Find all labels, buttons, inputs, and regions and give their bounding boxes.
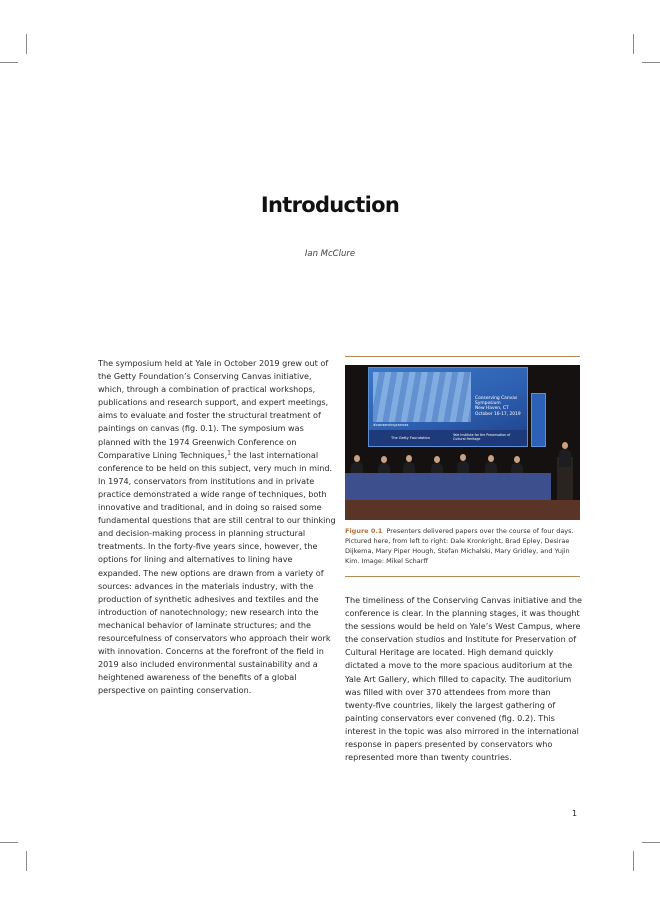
- crop-mark: [0, 842, 18, 843]
- panelist-head: [434, 456, 440, 463]
- intro-paragraph-right: The timeliness of the Conserving Canvas initiative and the conference is clear. In the planning stages, it was thought the sessions would be held on Yale’s West Campus, where the conservation studios and Institute for Preservation of Cultural Heritage are located. High demand quickly dictated a move to the more spacious auditorium at the Yale Art Gallery, which filled to capacity. The auditorium was filled with over 370 attendees from more than twenty-five countries, likely the largest gathering of painting conservators ever convened (fig. 0.2). This interest in the topic was also mirrored in the international response in papers presented by conservators who represented more than twenty countries.: [345, 595, 583, 763]
- speaker-head: [562, 442, 568, 449]
- screen-logo-band: [369, 423, 527, 446]
- crop-mark: [642, 842, 660, 843]
- footnote-reference[interactable]: 1: [227, 448, 231, 456]
- crop-mark: [26, 851, 27, 871]
- author-name: Ian McClure: [304, 249, 356, 259]
- paragraph-text: the last international conference to be held on this subject, very much in mind. In 1974, conservators from institutions and in private practice demonstrated a wide range of techniques, both innovative and traditional, and in doing so raised some fundamental questions that are still central to our thinking and decision-making process in planning structural treatments. In the forty-five years since, however, the options for lining and alternatives to lining have expanded. The new options are drawn from a variety of sources: advances in the materials industry, with the production of synthetic adhesives and textiles and the introduction of nanotechnology; new research into the mechanical behavior of laminate structures; and the resourcefulness of conservators who approach their work with innovation. Concerns at the forefront of the field in 2019 also included environmental sustainability and a heightened awareness of the benefits of a global perspective on painting conservation.: [98, 449, 336, 696]
- projection-screen: [368, 367, 528, 447]
- panelist-head: [460, 454, 466, 461]
- panelist-head: [406, 455, 412, 462]
- screen-image: [373, 372, 471, 422]
- panelist-head: [514, 456, 520, 463]
- panelist-head: [354, 455, 360, 462]
- paragraph-text: The symposium held at Yale in October 2019 grew out of the Getty Foundation’s Conserving Canvas initiative, which, through a combination of practical workshops, publications and research support, and expert meetings, aims to evaluate and foster the structural treatment of paintings on canvas (fig. 0.1). The symposium was planned with the 1974 Greenwich Conference on Comparative Lining Techniques,: [98, 358, 329, 460]
- side-screen: [531, 393, 546, 447]
- speaker: [559, 449, 571, 467]
- figure-bottom-rule: [345, 576, 580, 577]
- panelist-head: [488, 455, 494, 462]
- caption-text: Presenters delivered papers over the course of four days. Pictured here, from left to right: Dale Kronkright, Brad Epley, Desirae Dijkema, Mary Piper Hough, Stefan Michalski, Mary Gridley, and Yujin Kim. Image: Mikel Scharff: [345, 527, 574, 565]
- crop-mark: [633, 851, 634, 871]
- figure-caption: [345, 526, 580, 566]
- figure-top-rule: [345, 356, 580, 357]
- crop-mark: [0, 62, 18, 63]
- stage: [345, 500, 580, 520]
- panelist-head: [381, 456, 387, 463]
- panel-table: [345, 473, 551, 500]
- page-number: 1: [572, 809, 578, 818]
- crop-mark: [633, 34, 634, 54]
- figure-photo: [345, 365, 580, 520]
- intro-paragraph-left: [98, 357, 336, 697]
- crop-mark: [26, 34, 27, 54]
- figure-label: Figure 0.1: [345, 527, 383, 535]
- screen-logo-left: The Getty Foundation: [391, 436, 430, 440]
- screen-hashtag: #conservingcanvas: [373, 423, 409, 427]
- crop-mark: [642, 62, 660, 63]
- screen-title: Conserving Canvas Symposium New Haven, CT October 16-17, 2019: [475, 396, 521, 417]
- screen-logo-right: Yale Institute for the Preservation of Cultural Heritage: [453, 433, 511, 441]
- page-title: Introduction: [260, 193, 400, 217]
